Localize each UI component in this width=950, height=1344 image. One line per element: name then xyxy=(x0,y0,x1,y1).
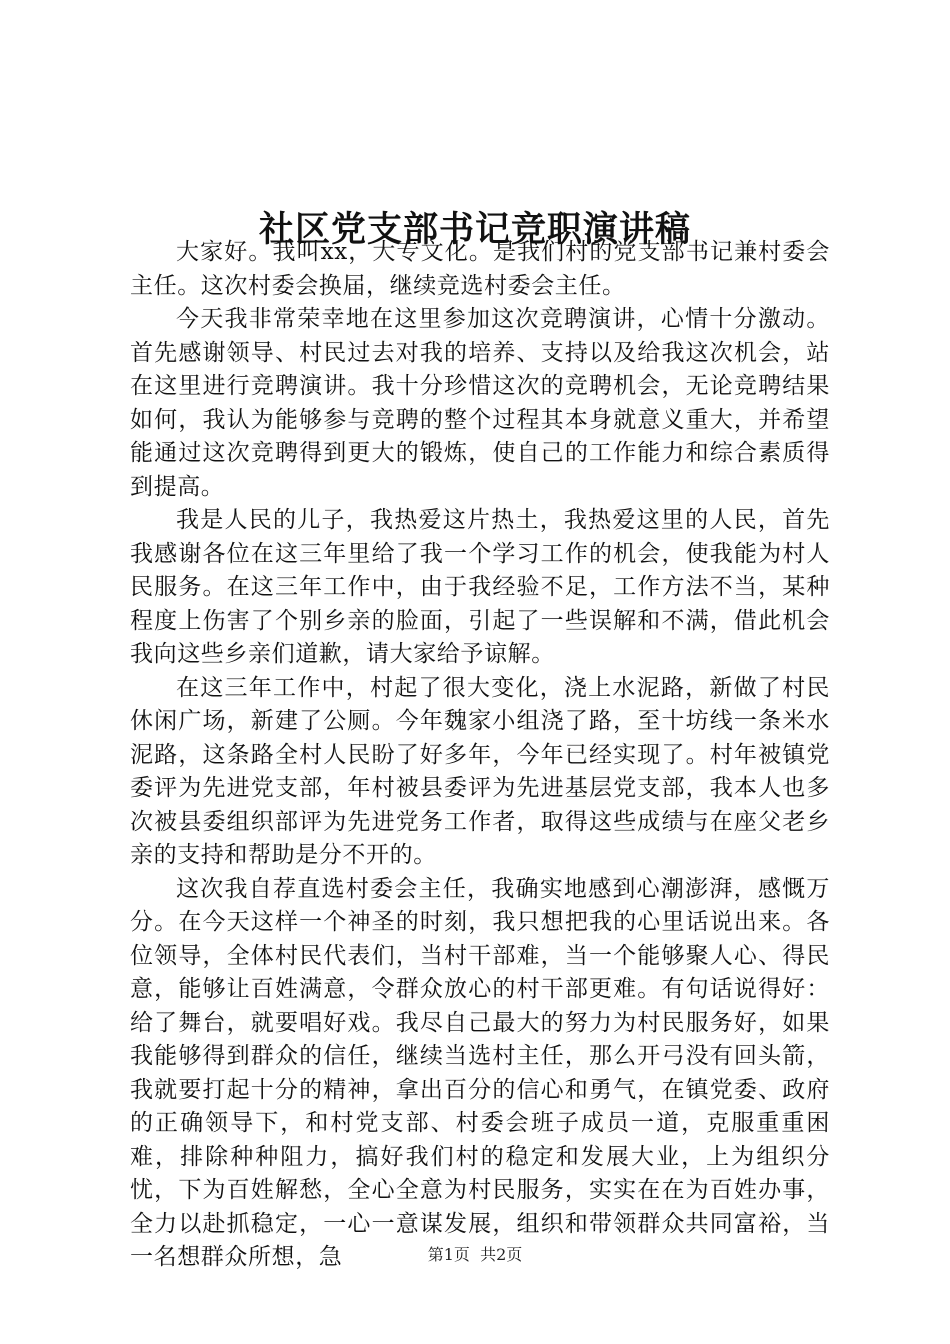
document-title: 社区党支部书记竞职演讲稿 xyxy=(258,209,691,251)
paragraph: 今天我非常荣幸地在这里参加这次竞聘演讲，心情十分激动。首先感谢领导、村民过去对我的培养、支持以及给我这次机会，站在这里进行竞聘演讲。我十分珍惜这次的竞聘机会，无论竞聘结果如何，我认为能够参与竞聘的整个过程其本身就意义重大，并希望能通过这次竞聘得到更大的锻炼，使自己的工作能力和综合素质得到提高。 xyxy=(130,306,830,500)
paragraph: 大家好。我叫xx，大专文化。是我们村的党支部书记兼村委会主任。这次村委会换届，继续竞选村委会主任。 xyxy=(130,239,830,299)
paragraph: 我是人民的儿子，我热爱这片热土，我热爱这里的人民，首先我感谢各位在这三年里给了我一个学习工作的机会，使我能为村人民服务。在这三年工作中，由于我经验不足，工作方法不当，某种程度上伤害了个别乡亲的脸面，引起了一些误解和不满，借此机会我向这些乡亲们道歉，请大家给予谅解。 xyxy=(130,507,830,667)
page-indicator: 第1页 共2页 xyxy=(427,1245,523,1264)
paragraph: 在这三年工作中，村起了很大变化，浇上水泥路，新做了村民休闲广场，新建了公厕。今年魏家小组浇了路，至十坊线一条米水泥路，这条路全村人民盼了好多年，今年已经实现了。村年被镇党委评为先进党支部，年村被县委评为先进基层党支部，我本人也多次被县委组织部评为先进党务工作者，取得这些成绩与在座父老乡亲的支持和帮助是分不开的。 xyxy=(130,674,830,868)
paragraph: 这次我自荐直选村委会主任，我确实地感到心潮澎湃，感慨万分。在今天这样一个神圣的时刻，我只想把我的心里话说出来。各位领导，全体村民代表们，当村干部难，当一个能够聚人心、得民意，能够让百姓满意，令群众放心的村干部更难。有句话说得好：给了舞台，就要唱好戏。我尽自己最大的努力为村民服务好，如果我能够得到群众的信任，继续当选村主任，那么开弓没有回头箭，我就要打起十分的精神，拿出百分的信心和勇气，在镇党委、政府的正确领导下，和村党支部、村委会班子成员一道，克服重重困难，排除种种阻力，搞好我们村的稳定和发展大业，上为组织分忧，下为百姓解愁，全心全意为村民服务，实实在在为百姓办事，全力以赴抓稳定，一心一意谋发展，组织和带领群众共同富裕，当一名想群众所想，急 xyxy=(130,875,830,1270)
document-body xyxy=(130,236,830,1275)
page-footer xyxy=(0,1243,950,1267)
